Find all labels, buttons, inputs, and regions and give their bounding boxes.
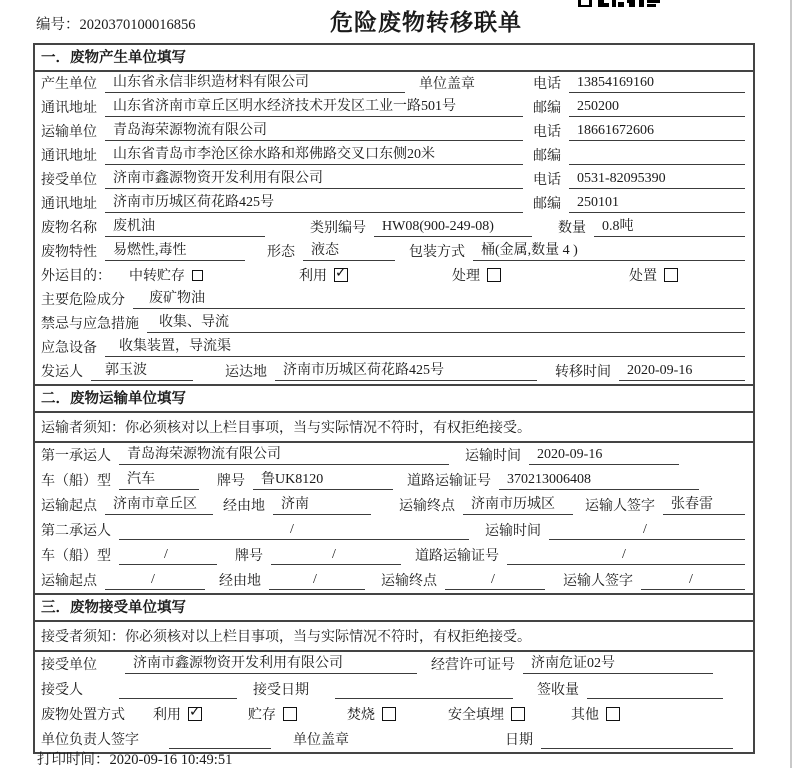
route1-start-label: 运输起点 xyxy=(41,499,97,514)
emergency-equipment-value: 收集装置，导流渠 xyxy=(105,335,745,357)
emergency-measures-label: 禁忌与应急措施 xyxy=(41,317,139,332)
producer-label: 产生单位 xyxy=(41,77,97,92)
disposal-method-row xyxy=(35,702,753,727)
signature-date-value xyxy=(541,747,733,749)
vehicle2-plate-label: 牌号 xyxy=(235,549,263,564)
disposal-landfill-label: 安全填埋 xyxy=(448,708,504,723)
transporter-label: 运输单位 xyxy=(41,125,97,140)
transporter-notice-text: 你必须核对以上栏目事项，当与实际情况不符时，有权拒绝接受。 xyxy=(125,421,531,436)
disposal-other-checkbox xyxy=(606,707,620,721)
receiver-address-value: 济南市历城区荷花路425号 xyxy=(105,191,523,213)
transporter-zip-value xyxy=(569,163,745,165)
producer-value: 山东省永信非织造材料有限公司 xyxy=(105,71,405,93)
section3-title: 三．废物接受单位填写 xyxy=(35,593,753,622)
serial-number: 2020370100016856 xyxy=(79,17,196,33)
waste-code-value: HW08(900-249-08) xyxy=(374,219,532,237)
receiver-value: 济南市鑫源物资开发利用有限公司 xyxy=(105,167,523,189)
signed-quantity-value xyxy=(587,697,723,699)
accept-person-row xyxy=(35,677,753,702)
receiver-label: 接受单位 xyxy=(41,173,97,188)
accept-unit-label: 接受单位 xyxy=(41,658,97,673)
route1-row xyxy=(35,493,753,518)
route2-end-value: / xyxy=(445,572,545,590)
waste-code-label: 类别编号 xyxy=(310,221,366,236)
waste-pack-value: 桶(金属,数量 4 ) xyxy=(473,239,745,261)
waste-name-value: 废机油 xyxy=(105,215,265,237)
route2-sign-label: 运输人签字 xyxy=(563,574,633,589)
producer-phone-value: 13854169160 xyxy=(569,75,745,93)
accept-date-value xyxy=(335,697,513,699)
carrier2-time-value: / xyxy=(549,522,745,540)
transfer-purpose-label: 外运目的： xyxy=(41,269,111,284)
transporter-value: 青岛海荣源物流有限公司 xyxy=(105,119,523,141)
dispatcher-label: 发运人 xyxy=(41,365,83,380)
vehicle2-license-label: 道路运输证号 xyxy=(415,549,499,564)
hazard-components-row xyxy=(35,288,753,312)
disposal-option-incinerate xyxy=(347,704,396,724)
route1-end-value: 济南市历城区 xyxy=(463,493,573,515)
page-right-edge xyxy=(790,0,792,768)
vehicle2-license-value: / xyxy=(507,547,745,565)
accept-person-label: 接受人 xyxy=(41,683,83,698)
purpose-dispose-checkbox xyxy=(664,268,678,282)
destination-label: 运达地 xyxy=(225,365,267,380)
unit-seal-label: 单位盖章 xyxy=(293,733,349,748)
dispatch-row xyxy=(35,360,753,384)
transfer-manifest-form xyxy=(33,43,755,754)
qr-code-fragment-icon xyxy=(578,0,662,8)
disposal-storage-checkbox xyxy=(283,707,297,721)
emergency-equipment-label: 应急设备 xyxy=(41,341,97,356)
transporter-notice-row xyxy=(35,413,753,443)
disposal-incinerate-label: 焚烧 xyxy=(347,708,375,723)
receiver-phone-value: 0531-82095390 xyxy=(569,171,745,189)
receiver-phone-label: 电话 xyxy=(533,173,561,188)
disposal-method-label: 废物处置方式 xyxy=(41,708,125,723)
waste-pack-label: 包装方式 xyxy=(409,245,465,260)
disposal-option-storage xyxy=(248,704,297,724)
route1-via-value: 济南 xyxy=(273,493,371,515)
receiver-notice-text: 你必须核对以上栏目事项，当与实际情况不符时，有权拒绝接受。 xyxy=(125,630,531,645)
accept-unit-row xyxy=(35,652,753,677)
producer-row xyxy=(35,72,753,96)
emergency-measures-value: 收集、导流 xyxy=(147,311,745,333)
vehicle1-license-label: 道路运输证号 xyxy=(407,474,491,489)
route2-sign-value: / xyxy=(641,572,745,590)
producer-address-row xyxy=(35,96,753,120)
serial-number-line xyxy=(36,13,196,34)
route1-sign-label: 运输人签字 xyxy=(585,499,655,514)
signature-date-label: 日期 xyxy=(505,733,533,748)
route2-end-label: 运输终点 xyxy=(381,574,437,589)
purpose-dispose-label: 处置 xyxy=(629,269,657,284)
disposal-other-label: 其他 xyxy=(571,708,599,723)
section1-title: 一．废物产生单位填写 xyxy=(35,45,753,72)
hazard-components-value: 废矿物油 xyxy=(133,287,745,309)
receiver-notice-row xyxy=(35,622,753,652)
route2-start-label: 运输起点 xyxy=(41,574,97,589)
transporter-zip-label: 邮编 xyxy=(533,149,561,164)
accept-date-label: 接受日期 xyxy=(253,683,309,698)
transporter-address-value: 山东省青岛市李沧区徐水路和郑佛路交叉口东侧20米 xyxy=(105,143,523,165)
purpose-transfer-storage-checkbox xyxy=(192,270,203,281)
producer-phone-label: 电话 xyxy=(533,77,561,92)
print-time-value: 2020-09-16 10:49:51 xyxy=(109,752,233,768)
purpose-treat-label: 处理 xyxy=(452,269,480,284)
disposal-utilize-checkbox xyxy=(188,707,202,721)
transporter-phone-label: 电话 xyxy=(533,125,561,140)
vehicle1-row xyxy=(35,468,753,493)
waste-form-value: 液态 xyxy=(303,239,395,261)
route2-via-label: 经由地 xyxy=(219,574,261,589)
carrier2-time-label: 运输时间 xyxy=(485,524,541,539)
receiver-notice-label: 接受者须知： xyxy=(41,630,125,645)
dispatcher-value: 郭玉波 xyxy=(91,359,193,381)
carrier1-label: 第一承运人 xyxy=(41,449,111,464)
transfer-time-value: 2020-09-16 xyxy=(619,363,745,381)
carrier1-time-label: 运输时间 xyxy=(465,449,521,464)
transporter-notice-label: 运输者须知： xyxy=(41,421,125,436)
route1-sign-value: 张春雷 xyxy=(663,493,745,515)
accept-person-value xyxy=(119,697,237,699)
print-time-label: 打印时间： xyxy=(37,752,110,768)
waste-form-label: 形态 xyxy=(267,245,295,260)
purpose-option-utilize xyxy=(299,265,348,285)
carrier1-row xyxy=(35,443,753,468)
waste-qty-label: 数量 xyxy=(558,221,586,236)
disposal-storage-label: 贮存 xyxy=(248,708,276,723)
vehicle2-type-value: / xyxy=(119,547,217,565)
producer-zip-label: 邮编 xyxy=(533,101,561,116)
waste-traits-row xyxy=(35,240,753,264)
disposal-landfill-checkbox xyxy=(511,707,525,721)
vehicle1-type-label: 车（船）型 xyxy=(41,474,111,489)
receiver-address-label: 通讯地址 xyxy=(41,197,97,212)
responsible-signature-label: 单位负责人签字 xyxy=(41,733,139,748)
serial-label: 编号： xyxy=(36,17,80,33)
vehicle1-license-value: 370213006408 xyxy=(499,472,699,490)
vehicle2-row xyxy=(35,543,753,568)
route2-start-value: / xyxy=(105,572,205,590)
route1-via-label: 经由地 xyxy=(223,499,265,514)
producer-address-value: 山东省济南市章丘区明水经济技术开发区工业一路501号 xyxy=(105,95,523,117)
receiver-row xyxy=(35,168,753,192)
operating-license-label: 经营许可证号 xyxy=(431,658,515,673)
disposal-option-other xyxy=(571,704,620,724)
vehicle1-type-value: 汽车 xyxy=(119,468,199,490)
carrier1-time-value: 2020-09-16 xyxy=(529,447,679,465)
purpose-option-transfer-storage xyxy=(129,265,203,285)
operating-license-value: 济南危证02号 xyxy=(523,652,713,674)
producer-seal-label: 单位盖章 xyxy=(419,77,475,92)
receiver-zip-label: 邮编 xyxy=(533,197,561,212)
print-time-line xyxy=(37,748,232,769)
receiver-address-row xyxy=(35,192,753,216)
vehicle2-plate-value: / xyxy=(271,547,401,565)
route1-start-value: 济南市章丘区 xyxy=(105,493,213,515)
waste-traits-value: 易燃性,毒性 xyxy=(105,239,245,261)
signed-quantity-label: 签收量 xyxy=(537,683,579,698)
accept-unit-value: 济南市鑫源物资开发利用有限公司 xyxy=(125,652,417,674)
carrier1-value: 青岛海荣源物流有限公司 xyxy=(119,443,449,465)
receiver-zip-value: 250101 xyxy=(569,195,745,213)
purpose-transfer-storage-label: 中转贮存 xyxy=(129,269,185,284)
waste-traits-label: 废物特性 xyxy=(41,245,97,260)
emergency-measures-row xyxy=(35,312,753,336)
transporter-address-label: 通讯地址 xyxy=(41,149,97,164)
route2-via-value: / xyxy=(269,572,365,590)
disposal-option-utilize xyxy=(153,704,202,724)
carrier2-row xyxy=(35,518,753,543)
carrier2-label: 第二承运人 xyxy=(41,524,111,539)
transfer-purpose-row xyxy=(35,264,753,288)
disposal-incinerate-checkbox xyxy=(382,707,396,721)
hazard-components-label: 主要危险成分 xyxy=(41,293,125,308)
waste-name-label: 废物名称 xyxy=(41,221,97,236)
transfer-time-label: 转移时间 xyxy=(555,365,611,380)
vehicle1-plate-label: 牌号 xyxy=(217,474,245,489)
purpose-utilize-checkbox xyxy=(334,268,348,282)
purpose-utilize-label: 利用 xyxy=(299,269,327,284)
purpose-option-dispose xyxy=(629,265,678,285)
carrier2-value: / xyxy=(119,522,469,540)
vehicle2-type-label: 车（船）型 xyxy=(41,549,111,564)
section2-title: 二．废物运输单位填写 xyxy=(35,384,753,413)
route2-row xyxy=(35,568,753,593)
transporter-address-row xyxy=(35,144,753,168)
destination-value: 济南市历城区荷花路425号 xyxy=(275,359,537,381)
waste-qty-value: 0.8吨 xyxy=(594,215,745,237)
emergency-equipment-row xyxy=(35,336,753,360)
producer-zip-value: 250200 xyxy=(569,99,745,117)
transporter-phone-value: 18661672606 xyxy=(569,123,745,141)
waste-name-row xyxy=(35,216,753,240)
disposal-utilize-label: 利用 xyxy=(153,708,181,723)
disposal-option-landfill xyxy=(448,704,525,724)
producer-address-label: 通讯地址 xyxy=(41,101,97,116)
purpose-treat-checkbox xyxy=(487,268,501,282)
purpose-option-treat xyxy=(452,265,501,285)
page-title: 危险废物转移联单 xyxy=(330,9,522,35)
vehicle1-plate-value: 鲁UK8120 xyxy=(253,468,393,490)
route1-end-label: 运输终点 xyxy=(399,499,455,514)
transporter-row xyxy=(35,120,753,144)
